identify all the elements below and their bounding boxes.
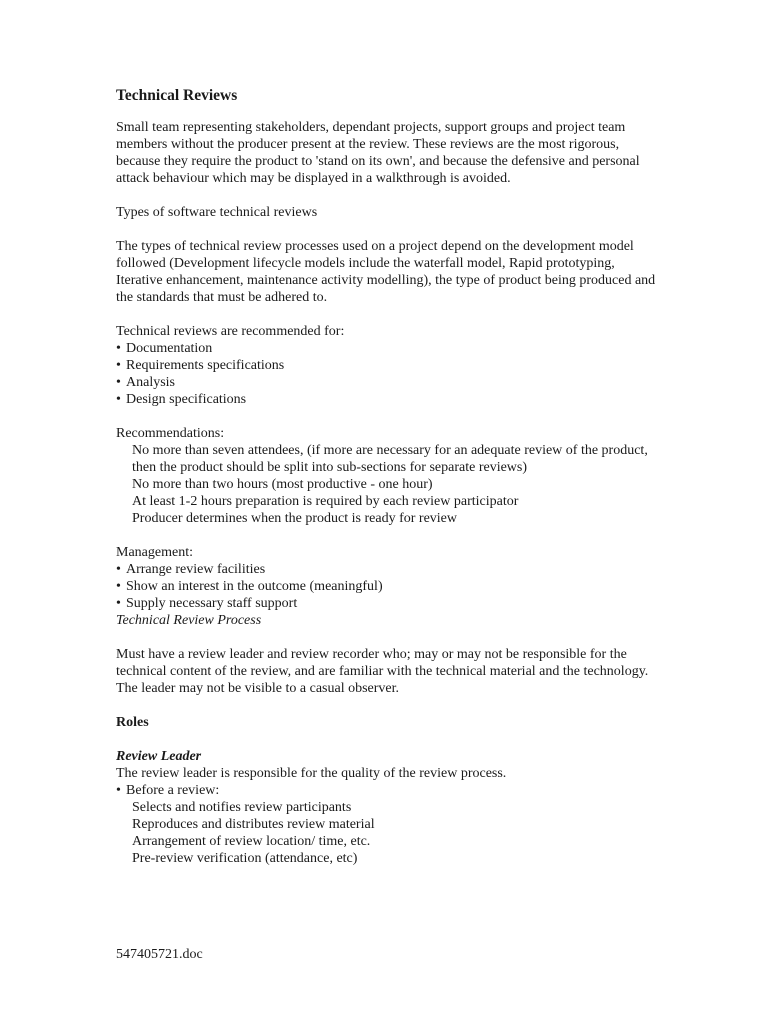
review-leader-heading: Review Leader	[116, 749, 202, 764]
list-item: No more than two hours (most productive - one hour)	[132, 477, 433, 492]
document-body	[116, 86, 656, 867]
document-footer: 547405721.doc	[116, 947, 203, 962]
list-item: • Show an interest in the outcome (meaningful)	[116, 578, 656, 595]
document-title: Technical Reviews	[116, 87, 238, 104]
list-item: • Design specifications	[116, 391, 656, 408]
process-heading: Technical Review Process	[116, 613, 262, 628]
management-heading: Management:	[116, 545, 193, 560]
management-list	[116, 561, 656, 612]
types-paragraph: The types of technical review processes used on a project depend on the development model followed (Development lifecycle models include the waterfall model, Rapid prototyping, Iterative enhancement, maintenance activity modelling), the type of product being produced and the standards that must be adhered to.	[116, 239, 656, 305]
list-item: • Documentation	[116, 340, 656, 357]
intro-paragraph: Small team representing stakeholders, dependant projects, support groups and project team members without the producer present at the review. These reviews are the most rigorous, because they require the product to 'stand on its own', and because the defensive and personal attack behaviour which may be displayed in a walkthrough is avoided.	[116, 120, 640, 186]
list-item: At least 1-2 hours preparation is required by each review participator	[132, 494, 519, 509]
list-item: • Arrange review facilities	[116, 561, 656, 578]
recommended-heading: Technical reviews are recommended for:	[116, 324, 345, 339]
list-item: Arrangement of review location/ time, etc.	[132, 834, 371, 849]
list-item: Pre-review verification (attendance, etc)	[132, 851, 358, 866]
roles-heading: Roles	[116, 715, 149, 730]
list-item: Selects and notifies review participants	[132, 800, 352, 815]
process-paragraph: Must have a review leader and review recorder who; may or may not be responsible for the technical content of the review, and are familiar with the technical material and the technology.	[116, 647, 649, 679]
list-item: • Analysis	[116, 374, 656, 391]
recommendations-heading: Recommendations:	[116, 426, 225, 441]
before-review-label: • Before a review:	[116, 782, 656, 799]
list-item: Reproduces and distributes review material	[132, 817, 375, 832]
before-review-list	[116, 799, 656, 867]
recommendations-list	[116, 442, 656, 527]
recommended-list	[116, 340, 656, 408]
types-heading: Types of software technical reviews	[116, 205, 318, 220]
list-item: • Requirements specifications	[116, 357, 656, 374]
list-item: No more than seven attendees, (if more are necessary for an adequate review of the product, then the product should be split into sub-sections for separate reviews)	[132, 443, 648, 475]
review-leader-paragraph: The review leader is responsible for the quality of the review process.	[116, 766, 507, 781]
list-item: • Supply necessary staff support	[116, 595, 656, 612]
list-item: Producer determines when the product is ready for review	[132, 511, 457, 526]
process-note: The leader may not be visible to a casual observer.	[116, 681, 400, 696]
